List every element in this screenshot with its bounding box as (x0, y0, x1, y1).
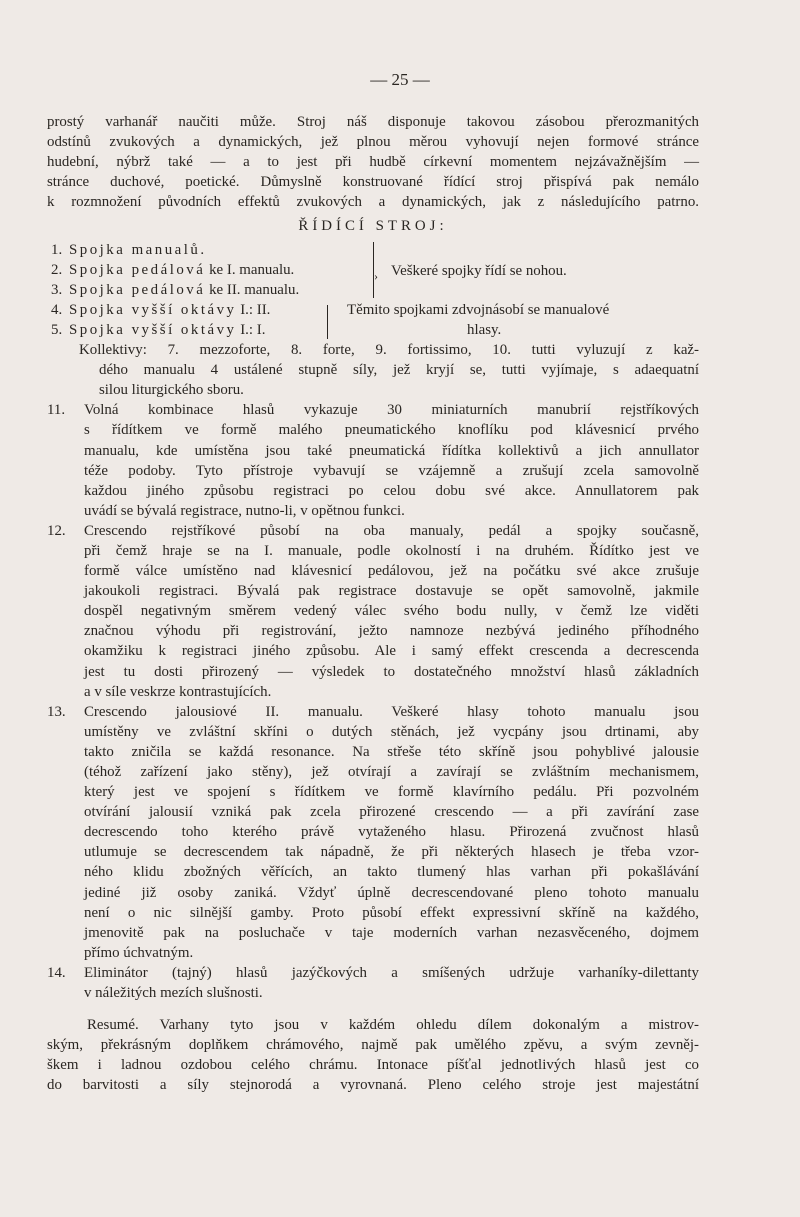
item-number: 13. (47, 703, 66, 720)
numbered-item-11 (47, 400, 699, 521)
text-line: každou jiného způsobu registraci po celou dobu své akce. Annullatorem pak (84, 482, 699, 499)
text-line: při čemž hraje se na I. manuale, podle okolností i na druhém. Řídítko jest ve (84, 542, 699, 559)
text-line: který jest ve spojení s řídítkem ve formě klavírního pedálu. Při pozvolném (84, 784, 699, 801)
text-line: k rozmnožení původních effektů zvukových a dynamických, jak z následujícího patrno. (47, 194, 699, 211)
item-number: 2. (51, 261, 63, 278)
couplers-group-1 (47, 240, 699, 300)
item-label: Spojka manualů. (69, 241, 207, 258)
text-line: okamžiku k registraci jiného způsobu. Ale i samý effekt crescenda a decrescenda (84, 643, 699, 660)
text-line: Volná kombinace hlasů vykazuje 30 miniaturních manubrií rejstříkových (84, 402, 699, 419)
numbered-item-12 (47, 521, 699, 702)
numbered-item-13 (47, 702, 699, 963)
page-body (47, 112, 699, 1096)
resume-paragraph (47, 1015, 699, 1095)
text-line: Crescendo jalousiové II. manualu. Veškeré hlasy tohoto manualu jsou (84, 703, 699, 720)
item-number: 3. (51, 281, 63, 298)
numbered-item-14 (47, 963, 699, 1003)
item-label: Spojka vyšší oktávy (69, 321, 237, 338)
item-rest: I.: II. (240, 301, 271, 318)
item-label: Spojka pedálová (69, 261, 206, 278)
text-line: jmenovitě pak na posluchače v taje moderních varhan nezasvěceného, dojmem (84, 924, 699, 941)
text-line: hudební, nýbrž také — a to jest při hudbě církevní momentem nejzávažnějším — (47, 154, 699, 171)
text-line: (téhož zařízení jako stěny), jež otvírají a zavírají se zvláštním mechanismem, (84, 764, 699, 780)
text-line: dospěl negativným směrem vedený válec svého bodu nully, v čemž lze viděti (84, 603, 699, 620)
text-line: do barvitosti a síly stejnorodá a vyrovnaná. Pleno celého stroje jest majestátní (47, 1077, 699, 1094)
item-number: 1. (51, 241, 63, 258)
text-line: téže podoby. Tyto přístroje vybavují se vzájemně a zrušují zcela samovolně (84, 462, 699, 479)
text-line: silou liturgického sboru. (99, 382, 244, 399)
page-number: — 25 — (370, 70, 430, 89)
text-line: umístěny ve zvláštní skříni o dutých stěnách, jež vycpány jsou drtinami, aby (84, 723, 699, 740)
brace (327, 305, 330, 339)
item-number: 4. (51, 301, 63, 318)
text-line: s řídítkem ve formě malého pneumatického knoflíku pod klávesnicí prvého (84, 422, 699, 439)
text-line: značnou výhodu při registrování, ježto namnoze nezbývá jediného příhodného (84, 623, 699, 640)
text-line: decrescendo toho kterého právě vytaženého hlasu. Přirozená zvučnost hlasů (84, 824, 699, 841)
text-line: škem i ladnou ozdobou celého chrámu. Intonace píšťal jednotlivých hlasů jest co (47, 1057, 699, 1074)
text-line: dého manualu 4 ustálené stupně síly, jež kryjí se, tutti vyjímaje, s adaequatní (99, 362, 699, 379)
kollektivy-paragraph (47, 340, 699, 400)
item-rest: I.: I. (240, 321, 266, 338)
text-line: otvírání jalousií vzniká pak zcela přirozené crescendo — a při zavírání zase (84, 804, 699, 821)
text-line: Resumé. Varhany tyto jsou v každém ohledu dílem dokonalým a mistrov- (87, 1017, 699, 1034)
group-note: Těmito spojkami zdvojnásobí se manualové (347, 301, 610, 318)
intro-paragraph (47, 112, 699, 212)
text-line: prostý varhanář naučiti může. Stroj náš disponuje takovou zásobou přerozmanitých (47, 114, 699, 130)
text-line: manualu, kde umístěna jsou také pneumatická řídítka kollektivů a jich annullator (84, 442, 699, 459)
text-line: v náležitých mezích slušnosti. (84, 985, 263, 1002)
item-label: Spojka vyšší oktávy (69, 301, 237, 318)
text-line: takto zničila se každá resonance. Na střeše této skříně jsou pohyblivé jalousie (84, 743, 699, 760)
text-line: Crescendo rejstříkové působí na oba manualy, pedál a spojky současně, (84, 522, 699, 539)
group-note: hlasy. (467, 321, 502, 338)
item-number: 5. (51, 321, 63, 338)
text-line: formě válce umístěno nad klávesnicí pedálovou, jež na počátku své akce zrušuje (84, 563, 699, 580)
text-line: jakoukoli registraci. Bývalá pak registrace dostavuje se opět samovolně, jakmile (84, 583, 699, 600)
couplers-group-2 (47, 300, 699, 340)
text-line: odstínů zvukových a dynamických, jež plnou měrou vyhovují nejen formové stránce (47, 134, 699, 151)
item-rest: ke II. manualu. (209, 281, 300, 298)
list-item (47, 320, 699, 340)
item-number: 14. (47, 964, 66, 981)
text-line: Kollektivy: 7. mezzoforte, 8. forte, 9. fortissimo, 10. tutti vyluzují z kaž- (79, 342, 699, 359)
text-line: ským, překrásným doplňkem chrámového, najmě pak umělého zpěvu, a svým zevněj- (47, 1037, 699, 1054)
text-line: Eliminátor (tajný) hlasů jazýčkových a smíšených udržuje varhaníky-dilettanty (84, 964, 699, 981)
text-line: přímo úchvatným. (84, 944, 194, 961)
text-line: jest tu dosti přirozený — výsledek to dostatečného množství hlasů základních (84, 663, 699, 680)
brace: › (367, 242, 374, 298)
text-line: není o nic silnější gamby. Proto působí effekt expressivní skříně na každého, (84, 904, 699, 921)
text-line: ného klidu zbožných věřících, an takto tlumený hlas varhan při pokašlávání (84, 864, 699, 881)
item-number: 12. (47, 522, 66, 539)
text-line: utlumuje se decrescendem tak nápadně, že při některých hlasech je třeba vzor- (84, 844, 699, 861)
text-line: jediné již osoby zaniká. Vždyť úplně decrescendované pleno tohoto manualu (84, 884, 699, 901)
item-rest: ke I. manualu. (209, 261, 295, 278)
text-line: a v síle veskrze kontrastujících. (84, 683, 272, 700)
group-note: Veškeré spojky řídí se nohou. (391, 262, 567, 279)
section-heading: ŘÍDÍCÍ STROJ: (298, 218, 448, 235)
item-number: 11. (47, 402, 66, 419)
text-line: stránce duchové, poetické. Důmyslně konstruované řídící stroj přispívá pak nemálo (47, 174, 699, 191)
item-label: Spojka pedálová (69, 281, 206, 298)
text-line: uvádí se bývalá registrace, nutno-li, v opětnou funkci. (84, 502, 405, 519)
